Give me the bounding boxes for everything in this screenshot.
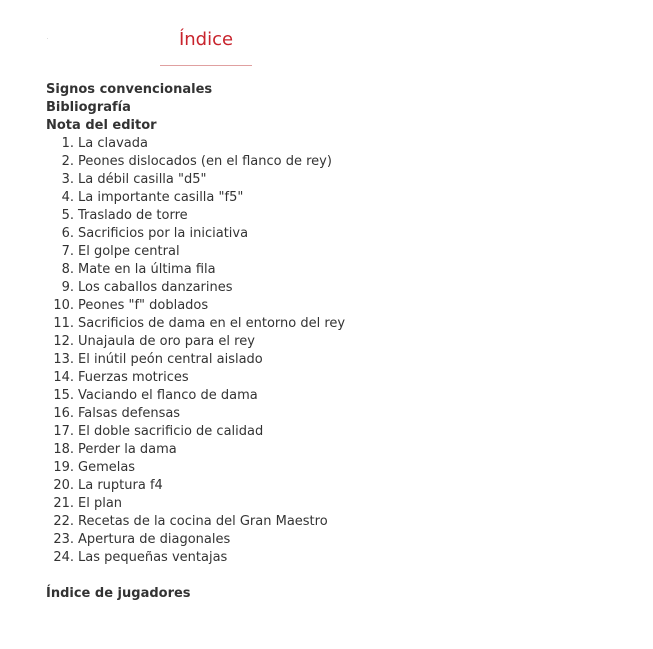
chapter-item[interactable] [46,315,606,333]
chapter-title[interactable]: Apertura de diagonales [78,532,231,547]
chapter-number: 17. [53,424,74,439]
toc-link-indice-de-jugadores[interactable]: Índice de jugadores [46,586,191,601]
chapter-number: 11. [53,316,74,331]
chapter-title[interactable]: El inútil peón central aislado [78,352,263,367]
chapter-title[interactable]: Unajaula de oro para el rey [78,334,255,349]
chapter-item[interactable] [46,351,606,369]
page-title: Índice [178,29,234,50]
chapter-number: 1. [61,136,74,151]
chapter-number: 7. [61,244,74,259]
toc-link-signos-convencionales[interactable]: Signos convencionales [46,82,213,97]
chapter-title[interactable]: Perder la dama [78,442,177,457]
chapter-item[interactable] [46,441,606,459]
chapter-number: 19. [53,460,74,475]
chapter-item[interactable] [46,189,606,207]
chapter-title[interactable]: La importante casilla "f5" [78,190,244,205]
chapter-item[interactable] [46,171,606,189]
chapter-item[interactable] [46,477,606,495]
chapter-number: 10. [53,298,74,313]
chapter-title[interactable]: Peones "f" doblados [78,298,209,313]
chapter-number: 20. [53,478,74,493]
chapter-title[interactable]: El golpe central [78,244,180,259]
chapter-title[interactable]: La clavada [78,136,148,151]
chapter-number: 5. [61,208,74,223]
chapter-item[interactable] [46,405,606,423]
chapter-title[interactable]: Traslado de torre [78,208,188,223]
chapter-title[interactable]: Recetas de la cocina del Gran Maestro [78,514,328,529]
chapter-item[interactable] [46,495,606,513]
chapter-title[interactable]: Peones dislocados (en el flanco de rey) [78,154,332,169]
chapter-number: 16. [53,406,74,421]
chapter-item[interactable] [46,333,606,351]
chapter-item[interactable] [46,549,606,567]
chapter-number: 24. [53,550,74,565]
chapter-title[interactable]: Vaciando el flanco de dama [78,388,258,403]
toc-link-bibliografia[interactable]: Bibliografía [46,100,131,115]
chapter-item[interactable] [46,279,606,297]
page-speck [47,38,48,39]
table-of-contents [46,81,606,603]
chapter-title[interactable]: El doble sacrificio de calidad [78,424,264,439]
chapter-number: 15. [53,388,74,403]
chapter-item[interactable] [46,153,606,171]
chapter-title[interactable]: La débil casilla "d5" [78,172,207,187]
chapter-number: 8. [61,262,74,277]
chapter-title[interactable]: La ruptura f4 [78,478,163,493]
chapter-item[interactable] [46,423,606,441]
chapter-title[interactable]: Las pequeñas ventajas [78,550,228,565]
chapter-item[interactable] [46,369,606,387]
chapter-number: 22. [53,514,74,529]
toc-link-nota-del-editor[interactable]: Nota del editor [46,118,157,133]
chapter-item[interactable] [46,207,606,225]
chapter-number: 2. [61,154,74,169]
chapter-list [46,135,606,567]
chapter-number: 14. [53,370,74,385]
chapter-title[interactable]: Sacrificios por la iniciativa [78,226,249,241]
chapter-item[interactable] [46,225,606,243]
chapter-title[interactable]: Sacrificios de dama en el entorno del rey [78,316,346,331]
title-underline [160,65,252,66]
chapter-title[interactable]: Mate en la última fila [78,262,216,277]
chapter-number: 23. [53,532,74,547]
chapter-item[interactable] [46,531,606,549]
chapter-title[interactable]: Falsas defensas [78,406,181,421]
chapter-item[interactable] [46,459,606,477]
chapter-item[interactable] [46,513,606,531]
chapter-item[interactable] [46,261,606,279]
chapter-number: 21. [53,496,74,511]
chapter-item[interactable] [46,243,606,261]
chapter-number: 4. [61,190,74,205]
chapter-number: 18. [53,442,74,457]
chapter-item[interactable] [46,297,606,315]
chapter-number: 13. [53,352,74,367]
chapter-title[interactable]: El plan [78,496,123,511]
chapter-number: 9. [61,280,74,295]
chapter-title[interactable]: Fuerzas motrices [78,370,189,385]
chapter-number: 12. [53,334,74,349]
chapter-item[interactable] [46,387,606,405]
chapter-title[interactable]: Los caballos danzarines [78,280,233,295]
chapter-number: 3. [61,172,74,187]
chapter-item[interactable] [46,135,606,153]
chapter-number: 6. [61,226,74,241]
chapter-title[interactable]: Gemelas [78,460,136,475]
